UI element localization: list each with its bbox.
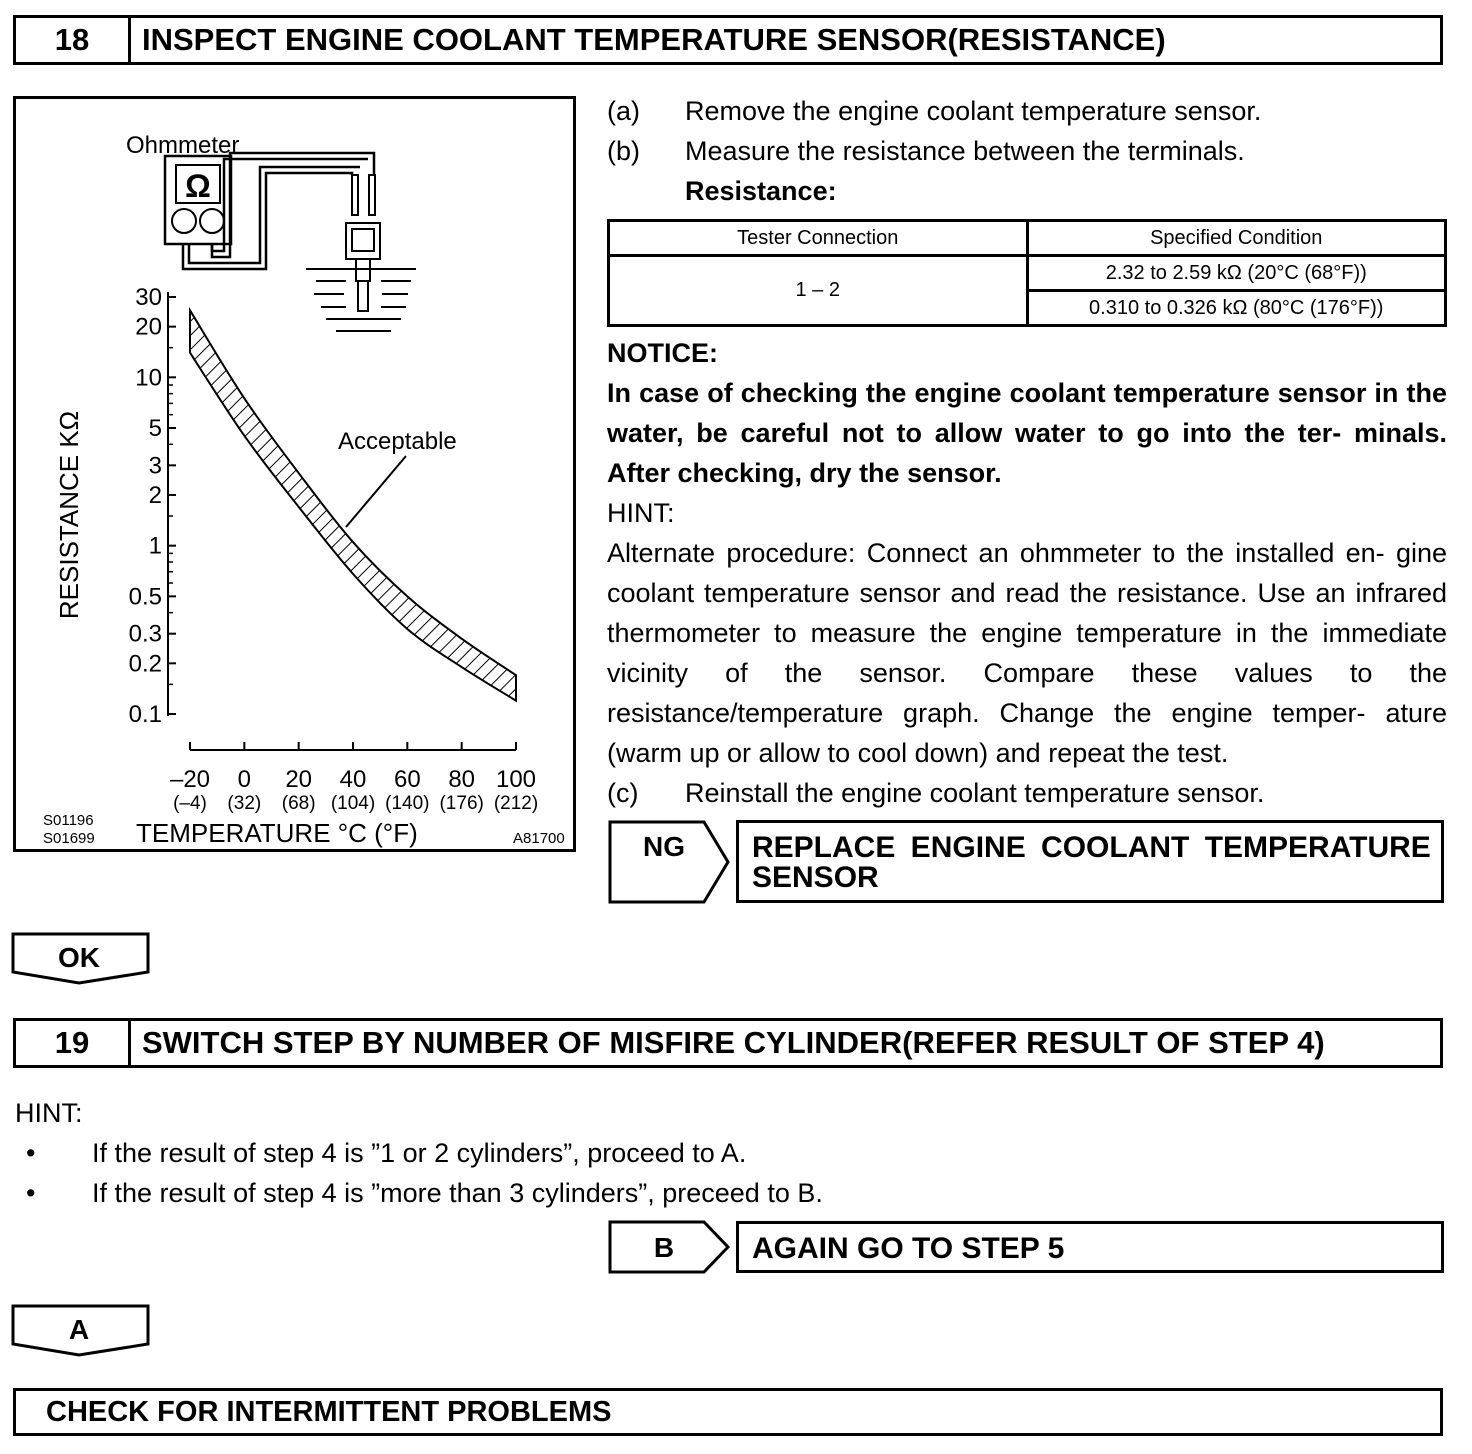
- step-title: SWITCH STEP BY NUMBER OF MISFIRE CYLINDER(REFER RESULT OF STEP 4): [142, 1025, 1325, 1060]
- y-tick-label: 3: [148, 452, 162, 480]
- x-tick-label: 40: [339, 766, 367, 793]
- ng-result-box: [736, 820, 1444, 903]
- coolant-sensor-icon: [346, 175, 380, 311]
- step-a-text: Remove the engine coolant temperature sensor.: [685, 96, 1262, 126]
- a-label: A: [68, 1314, 90, 1345]
- acceptable-leader: [346, 456, 406, 527]
- bullet-dot: •: [26, 1138, 36, 1168]
- final-step-header: [13, 1388, 1443, 1436]
- x-tick-label-f: (–4): [173, 793, 207, 814]
- x-tick-label: 60: [393, 766, 421, 793]
- x-tick-label-f: (176): [439, 793, 484, 814]
- hint-heading: HINT:: [607, 498, 675, 528]
- b-result-box: [736, 1221, 1444, 1273]
- y-tick-label: 2: [148, 481, 162, 509]
- figure-code: A81700: [513, 830, 565, 847]
- x-tick-label-f: (32): [227, 793, 262, 814]
- step-c-label: (c): [607, 778, 639, 808]
- resistance-chart: [16, 99, 573, 849]
- notice-heading: NOTICE:: [607, 338, 718, 368]
- hint-heading: HINT:: [15, 1098, 83, 1128]
- table-cell-condition-80c: 0.310 to 0.326 kΩ (80°C (176°F)): [1027, 291, 1446, 326]
- y-tick-label: 1: [148, 532, 162, 560]
- acceptable-label: Acceptable: [338, 428, 457, 455]
- ng-label: NG: [643, 831, 685, 862]
- x-tick-label: –20: [169, 766, 211, 793]
- ref-code-1: S01196: [43, 812, 94, 829]
- y-tick-label: 0.5: [128, 583, 162, 611]
- step-title: INSPECT ENGINE COOLANT TEMPERATURE SENSOR(RESISTANCE): [142, 22, 1166, 57]
- ok-tag[interactable]: [11, 932, 151, 986]
- x-tick-label: 100: [495, 766, 537, 793]
- x-tick-label: 0: [237, 766, 252, 793]
- y-tick-label: 20: [135, 313, 162, 341]
- step-b-text: Measure the resistance between the terminals.: [685, 136, 1245, 166]
- table-header-connection: Tester Connection: [609, 221, 1028, 256]
- b-result-text: AGAIN GO TO STEP 5: [752, 1232, 1065, 1265]
- x-tick-label: 80: [448, 766, 476, 793]
- y-tick-label: 0.2: [128, 650, 162, 678]
- step-b-label: (b): [607, 136, 640, 166]
- ng-result-line1: REPLACE ENGINE COOLANT TEMPERATURE: [752, 831, 1431, 864]
- step-number: 18: [16, 18, 131, 62]
- ng-result-line2: SENSOR: [752, 861, 879, 894]
- ng-tag[interactable]: [608, 820, 734, 904]
- ok-label: OK: [58, 942, 100, 973]
- resistance-heading: Resistance:: [685, 176, 837, 206]
- hint-bullet-1: If the result of step 4 is ”1 or 2 cylinders”, proceed to A.: [92, 1138, 747, 1168]
- omega-symbol: Ω: [185, 168, 211, 204]
- x-tick-label-f: (104): [330, 793, 376, 814]
- table-cell-connection: 1 – 2: [609, 256, 1028, 326]
- step-18-header: [13, 15, 1443, 65]
- acceptable-band: [190, 310, 516, 700]
- notice-text: In case of checking the engine coolant temperature sensor in the water, be careful not to allow water to go into the ter- minals. After checking, dry the sensor.: [607, 378, 1447, 488]
- ohmmeter-label: Ohmmeter: [126, 132, 240, 159]
- x-tick-label-f: (212): [493, 793, 539, 814]
- step-number: 19: [16, 1021, 131, 1065]
- hint-text: Alternate procedure: Connect an ohmmeter to the installed en- gine coolant temperature sensor and read the resistance. Use an infrared thermometer to measure the engine temperature in the immediate vicinity of the sensor. Compare these values to the resistance/temperature graph. Change the engine temper- ature (warm up or allow to cool down) and repeat the test.: [607, 538, 1447, 768]
- y-axis-title: RESISTANCE KΩ: [54, 410, 84, 620]
- x-tick-label-f: (140): [385, 793, 430, 814]
- table-header-condition: Specified Condition: [1027, 221, 1446, 256]
- y-tick-label: 10: [135, 364, 162, 392]
- bullet-dot: •: [26, 1178, 36, 1208]
- sensor-resistance-figure: [13, 96, 576, 852]
- spec-table: [607, 219, 1447, 327]
- y-tick-label: 0.3: [128, 620, 162, 648]
- hint-bullet-2: If the result of step 4 is ”more than 3 cylinders”, preceed to B.: [92, 1178, 823, 1208]
- a-tag[interactable]: [11, 1304, 151, 1358]
- y-tick-label: 30: [135, 284, 162, 311]
- step-c-text: Reinstall the engine coolant temperature sensor.: [685, 778, 1265, 808]
- table-cell-condition-20c: 2.32 to 2.59 kΩ (20°C (68°F)): [1027, 256, 1446, 291]
- b-tag[interactable]: [608, 1220, 734, 1274]
- ref-code-2: S01699: [43, 830, 95, 847]
- y-tick-label: 5: [148, 414, 162, 442]
- step-19-header: [13, 1018, 1443, 1068]
- x-ticks: [170, 742, 538, 814]
- x-tick-label: 20: [285, 766, 313, 793]
- x-axis-title: TEMPERATURE °C (°F): [136, 818, 418, 848]
- y-tick-label: 0.1: [128, 701, 162, 728]
- step-title: CHECK FOR INTERMITTENT PROBLEMS: [46, 1395, 612, 1428]
- b-label: B: [653, 1232, 675, 1263]
- step-a-label: (a): [607, 96, 640, 126]
- x-tick-label-f: (68): [281, 793, 316, 814]
